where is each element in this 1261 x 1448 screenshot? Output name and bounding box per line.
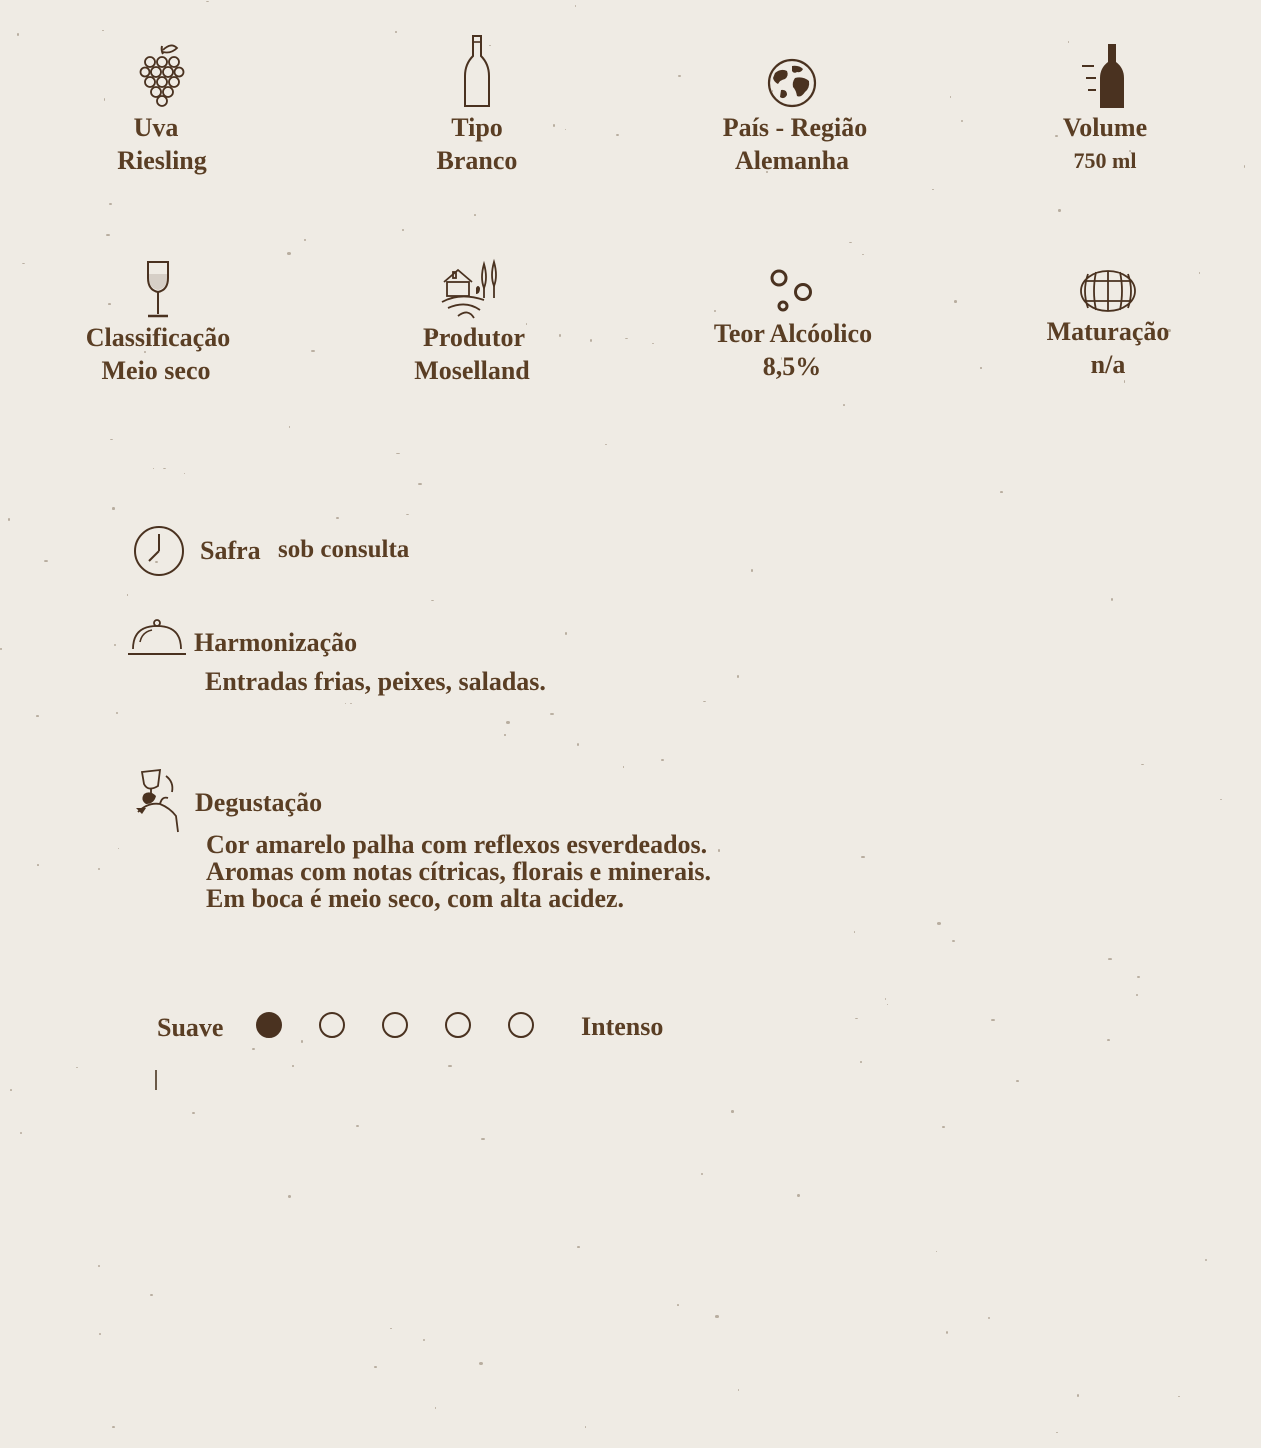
paper-speck: [942, 1126, 945, 1128]
spec-maturation: [958, 268, 1258, 382]
paper-speck: [575, 5, 576, 7]
intensity-dot: [508, 1012, 534, 1038]
paper-speck: [849, 242, 852, 243]
paper-speck: [106, 234, 110, 236]
paper-speck: [395, 31, 397, 33]
grapes-icon: [137, 40, 187, 110]
paper-speck: [112, 1426, 115, 1428]
spec-producer: [323, 258, 623, 388]
paper-speck: [423, 1339, 425, 1341]
bottle-outline-icon: [462, 34, 492, 110]
paper-speck: [1056, 1432, 1058, 1433]
paper-speck: [843, 404, 845, 406]
paper-speck: [153, 468, 154, 469]
spec-value: 750 ml: [1073, 148, 1137, 173]
paper-speck: [150, 1294, 153, 1296]
paper-speck: [550, 713, 554, 715]
paper-speck: [991, 1019, 995, 1021]
paper-speck: [311, 350, 315, 352]
paper-speck: [1077, 1394, 1079, 1397]
paper-speck: [1205, 1259, 1207, 1261]
paper-speck: [479, 1362, 483, 1365]
paper-speck: [252, 1048, 255, 1050]
paper-speck: [577, 1246, 580, 1248]
intensity-dot: [256, 1012, 282, 1038]
spec-value: Alemanha: [734, 146, 850, 175]
paper-speck: [116, 712, 118, 714]
degustacao-line: Cor amarelo palha com reflexos esverdeados.: [206, 830, 708, 859]
paper-speck: [37, 864, 39, 866]
spec-classification: [8, 260, 308, 388]
spec-volume: [955, 42, 1255, 178]
paper-speck: [396, 453, 400, 454]
paper-speck: [109, 203, 112, 205]
paper-speck: [184, 473, 185, 474]
text-cursor: [155, 1070, 157, 1090]
paper-speck: [950, 96, 951, 98]
spec-value: 8,5%: [762, 352, 822, 381]
paper-speck: [937, 922, 941, 925]
spec-label: Maturação: [1046, 317, 1170, 346]
paper-speck: [20, 1132, 22, 1134]
intensity-dot: [319, 1012, 345, 1038]
spec-value: Meio seco: [101, 356, 211, 385]
paper-speck: [605, 444, 607, 445]
paper-speck: [474, 214, 476, 216]
paper-speck: [854, 931, 855, 933]
paper-speck: [751, 569, 753, 572]
paper-speck: [431, 600, 434, 601]
paper-speck: [127, 594, 128, 596]
paper-speck: [374, 1366, 377, 1368]
paper-speck: [206, 1, 209, 2]
spec-type: [327, 34, 627, 178]
intensity-left-label: Suave: [157, 1013, 224, 1042]
spec-country: [642, 56, 942, 178]
paper-speck: [623, 766, 624, 768]
spec-value: Riesling: [117, 146, 207, 175]
paper-speck: [36, 715, 39, 717]
paper-speck: [402, 229, 404, 231]
paper-speck: [1016, 1080, 1019, 1082]
harmonizacao-text: Entradas frias, peixes, saladas.: [205, 667, 546, 696]
paper-speck: [1136, 994, 1138, 996]
spec-label: Classificação: [85, 323, 231, 352]
paper-speck: [862, 254, 864, 255]
spec-label: Produtor: [422, 323, 526, 352]
paper-speck: [304, 239, 306, 241]
paper-speck: [855, 1018, 858, 1019]
paper-speck: [99, 1333, 101, 1335]
paper-speck: [677, 1304, 679, 1306]
paper-speck: [356, 1125, 359, 1127]
degustacao-text: [206, 831, 711, 912]
vineyard-icon: [440, 258, 506, 320]
bubbles-icon: [767, 266, 817, 316]
clock-icon: [132, 524, 186, 578]
paper-speck: [0, 648, 2, 650]
paper-speck: [292, 1065, 294, 1067]
spec-label: Uva: [133, 113, 179, 142]
paper-speck: [10, 1089, 12, 1091]
degustacao-line: Em boca é meio seco, com alta acidez.: [206, 884, 625, 913]
tasting-hand-icon: [134, 768, 182, 834]
paper-speck: [112, 507, 115, 510]
spec-grape: [12, 40, 312, 178]
globe-icon: [765, 56, 819, 110]
paper-speck: [504, 734, 506, 736]
paper-speck: [577, 743, 579, 746]
intensity-right-label: Intenso: [581, 1012, 664, 1041]
spec-value: Moselland: [414, 356, 530, 385]
paper-speck: [797, 1194, 800, 1197]
paper-speck: [418, 483, 422, 485]
paper-speck: [625, 338, 628, 339]
spec-alcohol: [642, 266, 942, 384]
spec-value: n/a: [1090, 350, 1126, 379]
paper-speck: [1058, 209, 1061, 212]
paper-speck: [954, 300, 957, 303]
intensity-dot: [445, 1012, 471, 1038]
paper-speck: [952, 940, 955, 942]
paper-speck: [481, 1138, 485, 1140]
spec-label: Tipo: [451, 113, 503, 142]
paper-speck: [301, 1040, 303, 1043]
paper-speck: [1111, 598, 1113, 601]
paper-speck: [98, 868, 100, 870]
paper-speck: [1137, 976, 1140, 978]
paper-speck: [1178, 1396, 1180, 1397]
paper-speck: [17, 33, 19, 36]
intensity-dot: [382, 1012, 408, 1038]
paper-speck: [565, 632, 567, 635]
paper-speck: [887, 1004, 888, 1005]
paper-speck: [932, 189, 934, 190]
harmonizacao-label: Harmonização: [194, 628, 358, 657]
paper-speck: [98, 1265, 100, 1267]
paper-speck: [506, 721, 510, 724]
paper-speck: [1220, 799, 1222, 800]
safra-label: Safra: [200, 536, 261, 565]
paper-speck: [946, 1331, 948, 1334]
paper-speck: [102, 30, 104, 31]
paper-speck: [661, 759, 664, 761]
paper-speck: [110, 439, 113, 440]
degustacao-line: Aromas com notas cítricas, florais e minerais.: [206, 857, 711, 886]
cloche-icon: [126, 618, 188, 658]
paper-speck: [435, 1407, 436, 1409]
paper-speck: [76, 1067, 78, 1068]
paper-speck: [860, 1061, 862, 1063]
paper-speck: [287, 252, 291, 255]
paper-speck: [861, 856, 865, 858]
barrel-icon: [1078, 268, 1138, 314]
degustacao-label: Degustação: [195, 788, 323, 817]
paper-speck: [289, 426, 290, 428]
paper-speck: [1000, 491, 1003, 493]
paper-speck: [731, 1110, 734, 1113]
paper-speck: [448, 1065, 452, 1067]
paper-speck: [585, 1426, 586, 1428]
paper-speck: [406, 514, 409, 515]
paper-speck: [715, 1315, 719, 1318]
paper-speck: [192, 1112, 195, 1114]
spec-value: Branco: [436, 146, 518, 175]
bottle-filled-icon: [1080, 42, 1130, 110]
paper-speck: [1107, 1039, 1110, 1041]
paper-speck: [350, 703, 352, 704]
paper-speck: [1108, 958, 1112, 960]
safra-value: sob consulta: [278, 536, 410, 563]
spec-label: Volume: [1062, 113, 1148, 142]
paper-speck: [885, 998, 886, 1000]
paper-speck: [288, 1195, 291, 1198]
paper-speck: [336, 517, 339, 519]
spec-label: Teor Alcóolico: [713, 319, 873, 348]
paper-speck: [737, 675, 739, 678]
spec-label: País - Região: [722, 113, 868, 142]
paper-speck: [163, 468, 166, 469]
paper-speck: [718, 849, 720, 852]
paper-speck: [8, 518, 10, 521]
paper-speck: [345, 703, 346, 704]
paper-speck: [936, 1251, 937, 1252]
paper-speck: [1141, 764, 1144, 765]
paper-speck: [114, 644, 116, 646]
paper-speck: [118, 848, 119, 849]
paper-speck: [44, 560, 48, 562]
paper-speck: [738, 1389, 739, 1391]
paper-speck: [390, 1328, 392, 1329]
paper-speck: [988, 1317, 990, 1319]
paper-speck: [703, 701, 706, 702]
paper-speck: [701, 1173, 703, 1175]
wine-glass-icon: [143, 260, 173, 320]
